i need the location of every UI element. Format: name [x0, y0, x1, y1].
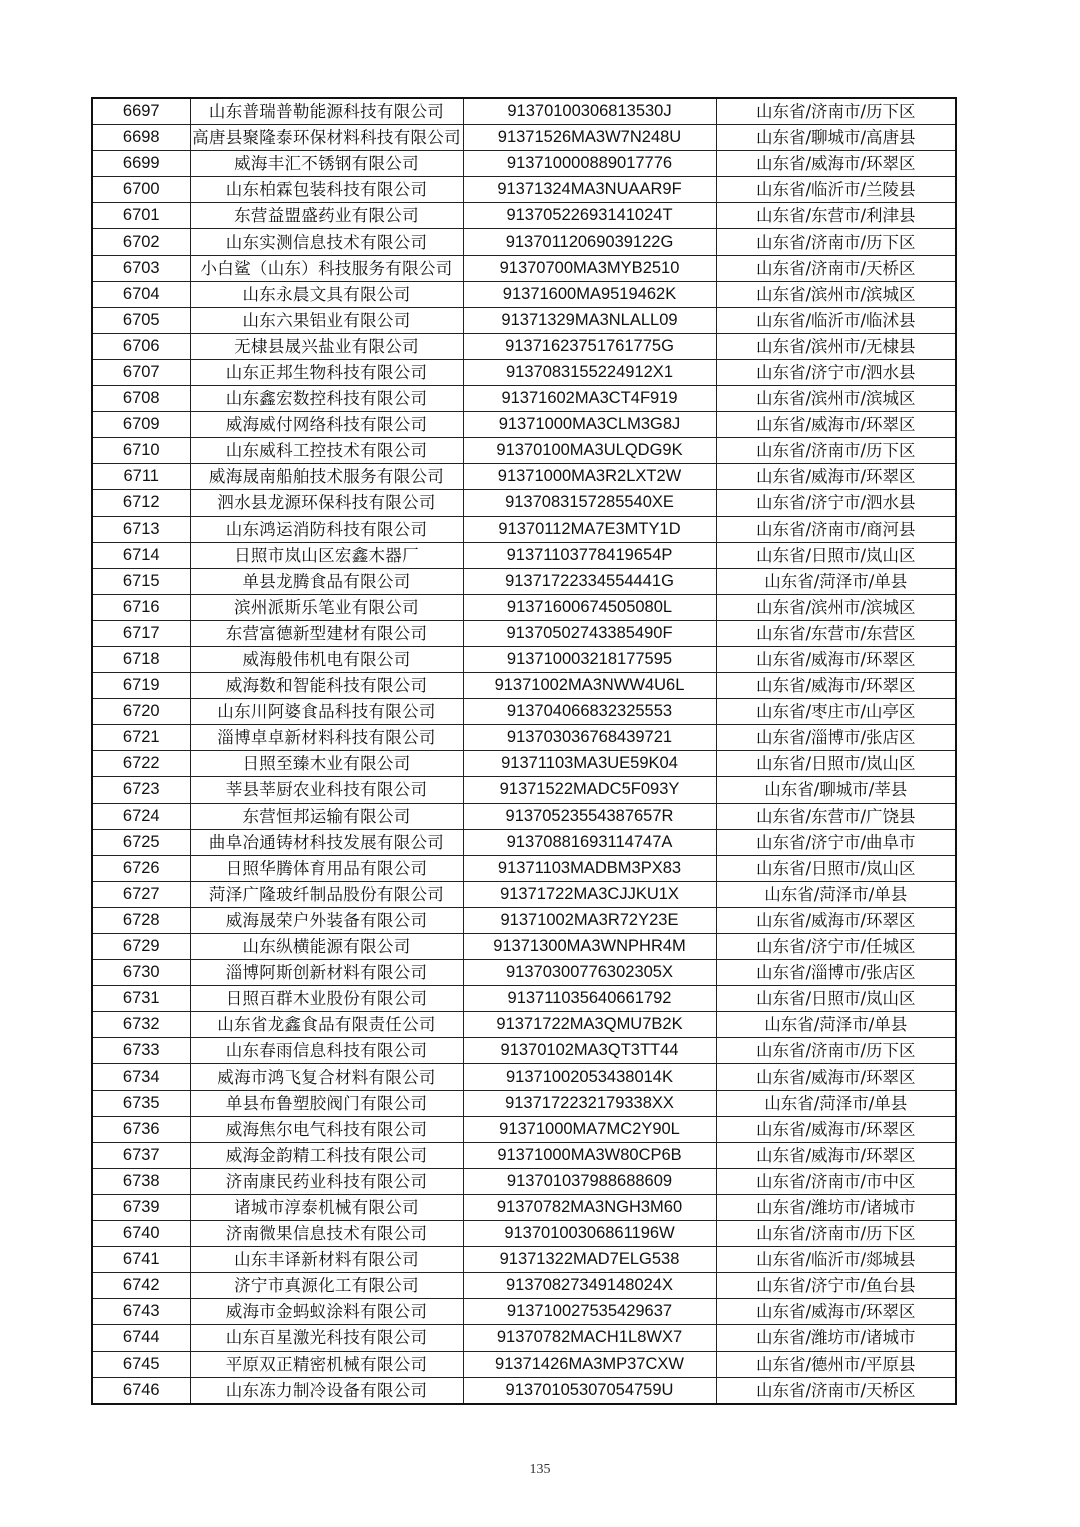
row-number: 6699 [92, 151, 190, 177]
table-row [92, 568, 956, 594]
region: 山东省/威海市/环翠区 [716, 1116, 956, 1142]
region: 山东省/聊城市/高唐县 [716, 125, 956, 151]
credit-code: 91371103MA3UE59K04 [463, 751, 716, 777]
table-row [92, 986, 956, 1012]
region: 山东省/济南市/商河县 [716, 516, 956, 542]
credit-code: 913710000889017776 [463, 151, 716, 177]
row-number: 6734 [92, 1064, 190, 1090]
region: 山东省/济南市/历下区 [716, 229, 956, 255]
row-number: 6732 [92, 1012, 190, 1038]
credit-code: 91371300MA3WNPHR4M [463, 934, 716, 960]
region: 山东省/临沂市/郯城县 [716, 1247, 956, 1273]
company-name: 山东省龙鑫食品有限责任公司 [190, 1012, 463, 1038]
credit-code: 913704066832325553 [463, 699, 716, 725]
table-row [92, 699, 956, 725]
row-number: 6717 [92, 620, 190, 646]
company-name: 东营富德新型建材有限公司 [190, 620, 463, 646]
company-name: 威海般伟机电有限公司 [190, 646, 463, 672]
region: 山东省/威海市/环翠区 [716, 1064, 956, 1090]
company-name: 曲阜冶通铸材科技发展有限公司 [190, 829, 463, 855]
row-number: 6709 [92, 412, 190, 438]
company-name: 山东正邦生物科技有限公司 [190, 359, 463, 385]
region: 山东省/济南市/市中区 [716, 1168, 956, 1194]
region: 山东省/滨州市/滨城区 [716, 594, 956, 620]
table-row [92, 1299, 956, 1325]
region: 山东省/菏泽市/单县 [716, 568, 956, 594]
table-row [92, 934, 956, 960]
table-row [92, 1038, 956, 1064]
company-name: 威海晟南船舶技术服务有限公司 [190, 464, 463, 490]
table-row [92, 1116, 956, 1142]
credit-code: 913710003218177595 [463, 646, 716, 672]
table-row [92, 542, 956, 568]
company-name: 日照百群木业股份有限公司 [190, 986, 463, 1012]
table-row [92, 98, 956, 125]
company-name: 威海晟荣户外装备有限公司 [190, 907, 463, 933]
row-number: 6712 [92, 490, 190, 516]
row-number: 6702 [92, 229, 190, 255]
region: 山东省/菏泽市/单县 [716, 1012, 956, 1038]
row-number: 6721 [92, 725, 190, 751]
row-number: 6718 [92, 646, 190, 672]
region: 山东省/济宁市/泗水县 [716, 359, 956, 385]
company-name: 山东永晨文具有限公司 [190, 281, 463, 307]
credit-code: 91371002MA3R72Y23E [463, 907, 716, 933]
credit-code: 91370827349148024X [463, 1273, 716, 1299]
row-number: 6723 [92, 777, 190, 803]
company-name: 无棣县晟兴盐业有限公司 [190, 333, 463, 359]
company-name: 山东鑫宏数控科技有限公司 [190, 386, 463, 412]
row-number: 6707 [92, 359, 190, 385]
row-number: 6728 [92, 907, 190, 933]
table-row [92, 1064, 956, 1090]
table-row [92, 1273, 956, 1299]
credit-code: 91370100MA3ULQDG9K [463, 438, 716, 464]
credit-code: 91371722334554441G [463, 568, 716, 594]
credit-code: 9137030077630​2305X [463, 960, 716, 986]
company-name: 山东六果铝业有限公司 [190, 307, 463, 333]
region: 山东省/济南市/天桥区 [716, 255, 956, 281]
region: 山东省/日照市/岚山区 [716, 986, 956, 1012]
region: 山东省/威海市/环翠区 [716, 1142, 956, 1168]
row-number: 6704 [92, 281, 190, 307]
credit-code: 91371522MADC5F093Y [463, 777, 716, 803]
table-row [92, 725, 956, 751]
region: 山东省/济南市/历下区 [716, 98, 956, 125]
row-number: 6710 [92, 438, 190, 464]
row-number: 6715 [92, 568, 190, 594]
region: 山东省/日照市/岚山区 [716, 855, 956, 881]
table-row [92, 1247, 956, 1273]
credit-code: 91370105307054759U [463, 1377, 716, 1404]
company-name: 威海丰汇不锈钢有限公司 [190, 151, 463, 177]
company-name: 山东普瑞普勒能源科技有限公司 [190, 98, 463, 125]
table-row [92, 803, 956, 829]
company-name: 单县布鲁塑胶阀门有限公司 [190, 1090, 463, 1116]
row-number: 6706 [92, 333, 190, 359]
region: 山东省/滨州市/滨城区 [716, 281, 956, 307]
company-name: 高唐县聚隆泰环保材料科技有限公司 [190, 125, 463, 151]
company-name: 平原双正精密机械有限公司 [190, 1351, 463, 1377]
table-row [92, 359, 956, 385]
table-row [92, 673, 956, 699]
table-row [92, 1194, 956, 1220]
credit-code: 91371000MA3R2LXT2W [463, 464, 716, 490]
table-row [92, 177, 956, 203]
row-number: 6746 [92, 1377, 190, 1404]
row-number: 6742 [92, 1273, 190, 1299]
region: 山东省/东营市/广饶县 [716, 803, 956, 829]
region: 山东省/德州市/平原县 [716, 1351, 956, 1377]
row-number: 6727 [92, 881, 190, 907]
region: 山东省/威海市/环翠区 [716, 412, 956, 438]
row-number: 6726 [92, 855, 190, 881]
row-number: 6738 [92, 1168, 190, 1194]
credit-code: 91370700MA3MYB2510 [463, 255, 716, 281]
credit-code: 91371000MA7MC2Y90L [463, 1116, 716, 1142]
region: 山东省/日照市/岚山区 [716, 542, 956, 568]
company-name: 济南康民药业科技有限公司 [190, 1168, 463, 1194]
region: 山东省/临沂市/临沭县 [716, 307, 956, 333]
row-number: 6744 [92, 1325, 190, 1351]
row-number: 6705 [92, 307, 190, 333]
region: 山东省/淄博市/张店区 [716, 725, 956, 751]
company-name: 山东实测信息技术有限公司 [190, 229, 463, 255]
company-name: 山东丰译新材料有限公司 [190, 1247, 463, 1273]
table-row [92, 829, 956, 855]
table-row [92, 281, 956, 307]
credit-code: 913711035640661792 [463, 986, 716, 1012]
region: 山东省/济南市/历下区 [716, 438, 956, 464]
table-row [92, 255, 956, 281]
table-row [92, 516, 956, 542]
region: 山东省/济南市/历下区 [716, 1038, 956, 1064]
row-number: 6708 [92, 386, 190, 412]
company-name: 山东威科工控技术有限公司 [190, 438, 463, 464]
row-number: 6739 [92, 1194, 190, 1220]
table-row [92, 1377, 956, 1404]
credit-code: 91370100306813530J [463, 98, 716, 125]
region: 山东省/济南市/天桥区 [716, 1377, 956, 1404]
region: 山东省/威海市/环翠区 [716, 673, 956, 699]
company-name: 泗水县龙源环保科技有限公司 [190, 490, 463, 516]
region: 山东省/潍坊市/诸城市 [716, 1194, 956, 1220]
region: 山东省/潍坊市/诸城市 [716, 1325, 956, 1351]
credit-code: 91371002MA3NWW4U6L [463, 673, 716, 699]
company-name: 济南微果信息技术有限公司 [190, 1221, 463, 1247]
company-name: 山东春雨信息科技有限公司 [190, 1038, 463, 1064]
table-row [92, 855, 956, 881]
credit-code: 91370523554387657R [463, 803, 716, 829]
row-number: 6731 [92, 986, 190, 1012]
row-number: 6711 [92, 464, 190, 490]
company-name: 威海焦尔电气科技有限公司 [190, 1116, 463, 1142]
region: 山东省/菏泽市/单县 [716, 1090, 956, 1116]
table-row [92, 1351, 956, 1377]
credit-code: 91370881693114747A [463, 829, 716, 855]
company-name: 山东纵横能源有限公司 [190, 934, 463, 960]
company-name: 山东柏霖包装科技有限公司 [190, 177, 463, 203]
region: 山东省/枣庄市/山亭区 [716, 699, 956, 725]
table-row [92, 1168, 956, 1194]
table-row [92, 620, 956, 646]
company-name: 山东川阿婆食品科技有限公司 [190, 699, 463, 725]
table-row [92, 151, 956, 177]
region: 山东省/济宁市/鱼台县 [716, 1273, 956, 1299]
company-name: 东营益盟盛药业有限公司 [190, 203, 463, 229]
credit-code: 91370100306861196W [463, 1221, 716, 1247]
credit-code: 913703036768439721 [463, 725, 716, 751]
company-name: 日照华腾体育用品有限公司 [190, 855, 463, 881]
credit-code: 91371602MA3CT4F919 [463, 386, 716, 412]
table-row [92, 1325, 956, 1351]
company-name: 威海金韵精工科技有限公司 [190, 1142, 463, 1168]
table-row [92, 960, 956, 986]
region: 山东省/东营市/利津县 [716, 203, 956, 229]
company-name: 威海威付网络科技有限公司 [190, 412, 463, 438]
region: 山东省/淄博市/张店区 [716, 960, 956, 986]
row-number: 6697 [92, 98, 190, 125]
region: 山东省/威海市/环翠区 [716, 464, 956, 490]
row-number: 6700 [92, 177, 190, 203]
credit-code: 91371526MA3W7N248U [463, 125, 716, 151]
row-number: 6725 [92, 829, 190, 855]
credit-code: 91371426MA3MP37CXW [463, 1351, 716, 1377]
company-name: 山东冻力制冷设备有限公司 [190, 1377, 463, 1404]
credit-code: 91370831552249​12X1 [463, 359, 716, 385]
table-row [92, 490, 956, 516]
region: 山东省/济宁市/曲阜市 [716, 829, 956, 855]
credit-code: 91370522693141024T [463, 203, 716, 229]
company-name: 日照至臻木业有限公司 [190, 751, 463, 777]
row-number: 6724 [92, 803, 190, 829]
company-name: 小白鲨（山东）科技服务有限公司 [190, 255, 463, 281]
credit-code: 91371002053438014K [463, 1064, 716, 1090]
credit-code: 91371322MAD7ELG538 [463, 1247, 716, 1273]
row-number: 6745 [92, 1351, 190, 1377]
row-number: 6701 [92, 203, 190, 229]
row-number: 6729 [92, 934, 190, 960]
company-name: 东营恒邦运输有限公司 [190, 803, 463, 829]
table-row [92, 646, 956, 672]
row-number: 6714 [92, 542, 190, 568]
credit-code: 91370102MA3QT3TT44 [463, 1038, 716, 1064]
credit-code: 91371103MADBM3PX83 [463, 855, 716, 881]
table-row [92, 125, 956, 151]
row-number: 6719 [92, 673, 190, 699]
table-row [92, 1221, 956, 1247]
company-name: 淄博卓卓新材料科技有限公司 [190, 725, 463, 751]
table-row [92, 307, 956, 333]
table-row [92, 594, 956, 620]
company-name: 威海市鸿飞复合材料有限公司 [190, 1064, 463, 1090]
company-name: 莘县莘厨农业科技有限公司 [190, 777, 463, 803]
credit-code: 91370112MA7E3MTY1D [463, 516, 716, 542]
company-name: 淄博阿斯创新材料有限公司 [190, 960, 463, 986]
row-number: 6741 [92, 1247, 190, 1273]
credit-code: 91371722MA3QMU7B2K [463, 1012, 716, 1038]
region: 山东省/日照市/岚山区 [716, 751, 956, 777]
region: 山东省/济南市/历下区 [716, 1221, 956, 1247]
region: 山东省/临沂市/兰陵县 [716, 177, 956, 203]
table-row [92, 1090, 956, 1116]
credit-code: 91371000MA3W80CP6B [463, 1142, 716, 1168]
row-number: 6698 [92, 125, 190, 151]
table-row [92, 386, 956, 412]
credit-code: 91371000MA3CLM3G8J [463, 412, 716, 438]
row-number: 6720 [92, 699, 190, 725]
region: 山东省/威海市/环翠区 [716, 907, 956, 933]
region: 山东省/菏泽市/单县 [716, 881, 956, 907]
company-name: 济宁市真源化工有限公司 [190, 1273, 463, 1299]
credit-code: 913710027535429637 [463, 1299, 716, 1325]
table-row [92, 751, 956, 777]
table-row [92, 333, 956, 359]
table-row [92, 203, 956, 229]
region: 山东省/威海市/环翠区 [716, 1299, 956, 1325]
company-name: 威海数和智能科技有限公司 [190, 673, 463, 699]
row-number: 6722 [92, 751, 190, 777]
company-name: 滨州派斯乐笔业有限公司 [190, 594, 463, 620]
table-row [92, 412, 956, 438]
credit-code: 913701037988688609 [463, 1168, 716, 1194]
row-number: 6736 [92, 1116, 190, 1142]
company-name: 山东百星激光科技有限公司 [190, 1325, 463, 1351]
credit-code: 91370112069039122G [463, 229, 716, 255]
region: 山东省/威海市/环翠区 [716, 151, 956, 177]
credit-code: 9137083157285540XE [463, 490, 716, 516]
registry-table-body [92, 98, 956, 1404]
region: 山东省/滨州市/滨城区 [716, 386, 956, 412]
credit-code: 91371103778419654P [463, 542, 716, 568]
page-number: 135 [529, 1462, 551, 1477]
company-name: 威海市金蚂蚁涂料有限公司 [190, 1299, 463, 1325]
table-row [92, 1012, 956, 1038]
table-row [92, 1142, 956, 1168]
region: 山东省/济宁市/泗水县 [716, 490, 956, 516]
row-number: 6743 [92, 1299, 190, 1325]
row-number: 6703 [92, 255, 190, 281]
table-row [92, 777, 956, 803]
region: 山东省/滨州市/无棣县 [716, 333, 956, 359]
table-row [92, 464, 956, 490]
region: 山东省/威海市/环翠区 [716, 646, 956, 672]
credit-code: 91370782MACH1L8WX7 [463, 1325, 716, 1351]
table-row [92, 881, 956, 907]
row-number: 6735 [92, 1090, 190, 1116]
company-registry-table [91, 97, 957, 1405]
row-number: 6737 [92, 1142, 190, 1168]
row-number: 6740 [92, 1221, 190, 1247]
credit-code: 91371329MA3NLALL09 [463, 307, 716, 333]
region: 山东省/济宁市/任城区 [716, 934, 956, 960]
credit-code: 9137172232179338XX [463, 1090, 716, 1116]
row-number: 6713 [92, 516, 190, 542]
row-number: 6733 [92, 1038, 190, 1064]
row-number: 6716 [92, 594, 190, 620]
credit-code: 91371600674505080L [463, 594, 716, 620]
table-row [92, 229, 956, 255]
company-name: 日照市岚山区宏鑫木器厂 [190, 542, 463, 568]
table-row [92, 907, 956, 933]
row-number: 6730 [92, 960, 190, 986]
company-name: 山东鸿运消防科技有限公司 [190, 516, 463, 542]
region: 山东省/聊城市/莘县 [716, 777, 956, 803]
table-row [92, 438, 956, 464]
credit-code: 91371623751761775G [463, 333, 716, 359]
credit-code: 91370782MA3NGH3M60 [463, 1194, 716, 1220]
region: 山东省/东营市/东营区 [716, 620, 956, 646]
company-name: 诸城市淳泰机械有限公司 [190, 1194, 463, 1220]
company-name: 菏泽广隆玻纤制品股份有限公司 [190, 881, 463, 907]
credit-code: 91371600MA9519462K [463, 281, 716, 307]
company-name: 单县龙腾食品有限公司 [190, 568, 463, 594]
credit-code: 91371722MA3CJJKU1X [463, 881, 716, 907]
credit-code: 91371324MA3NUAAR9F [463, 177, 716, 203]
credit-code: 91370502743385490F [463, 620, 716, 646]
